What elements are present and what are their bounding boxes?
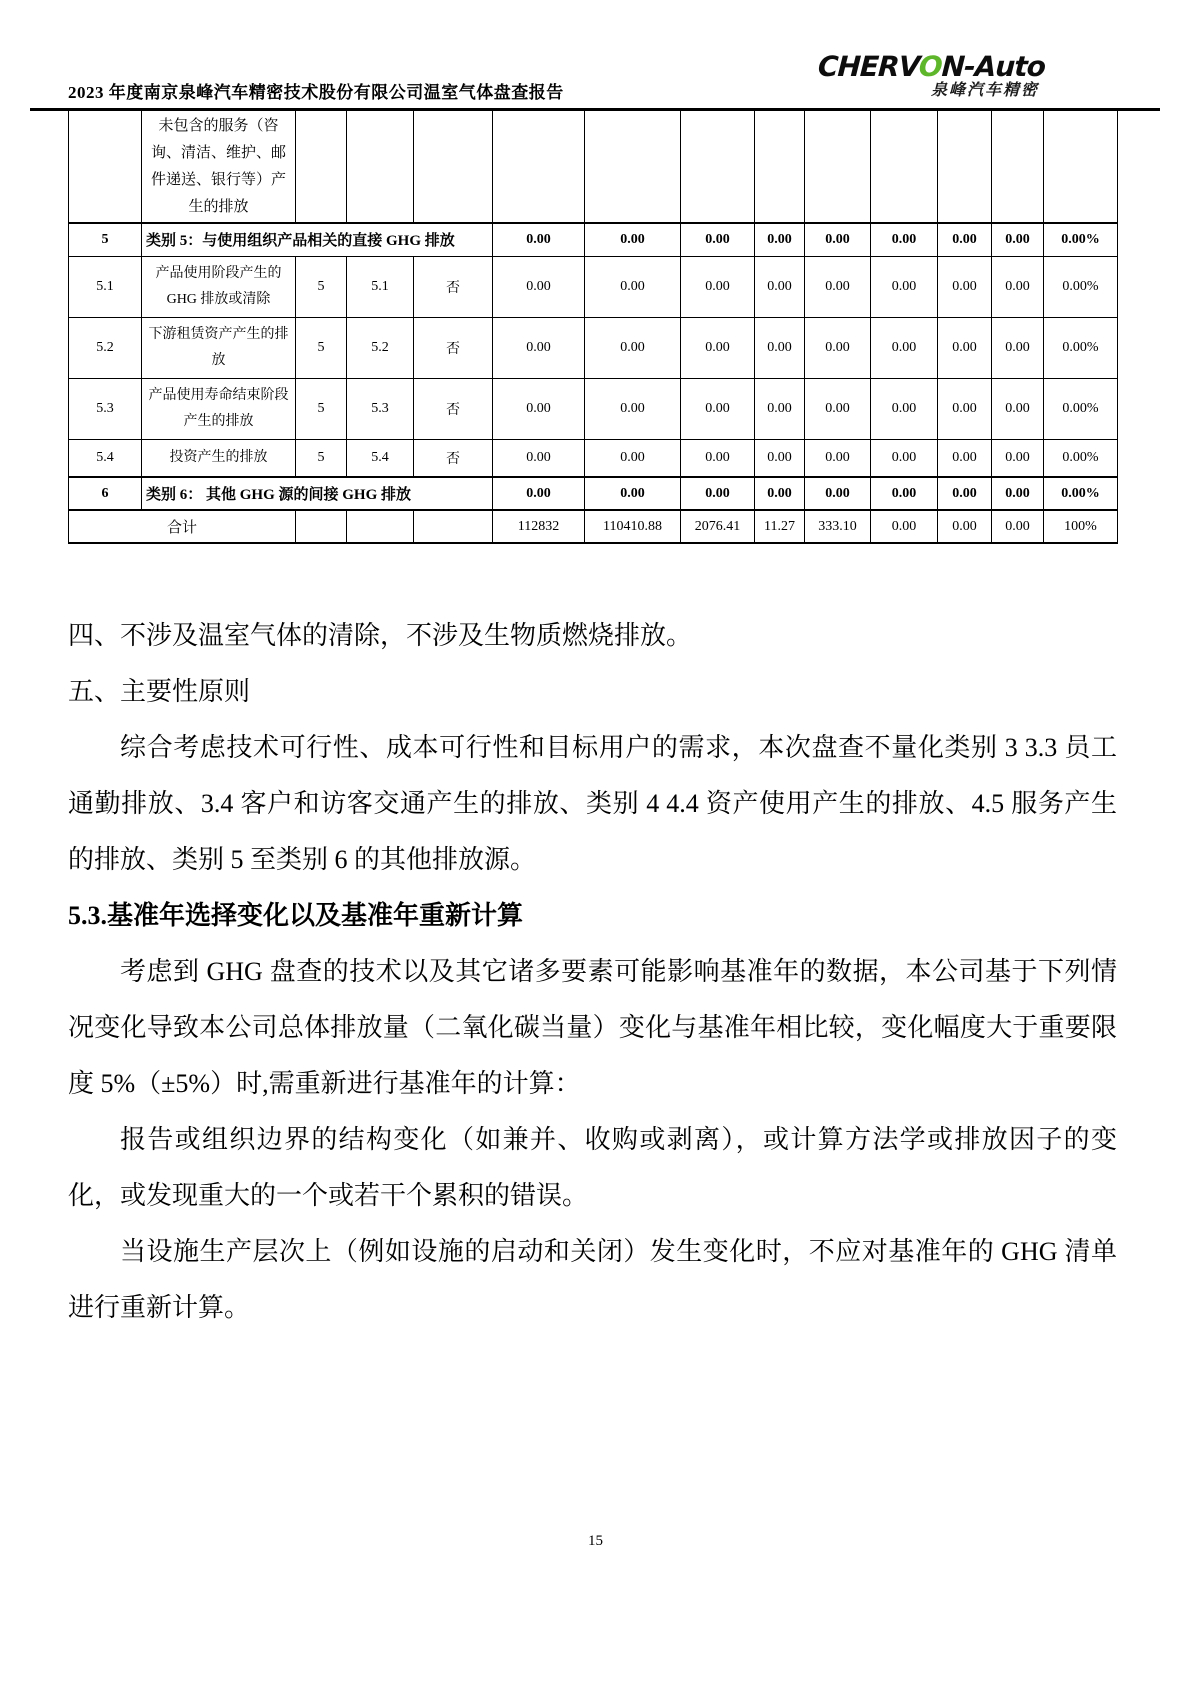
table-cell-value: 0.00 — [938, 510, 992, 543]
table-cell-value: 0.00 — [938, 223, 992, 256]
table-cell-description: 产品使用阶段产生的 GHG 排放或清除 — [142, 256, 296, 317]
table-cell-value: 0.00 — [585, 378, 681, 439]
table-cell — [414, 510, 493, 543]
table-cell-value: 0.00 — [805, 317, 871, 378]
table-cell: 否 — [414, 256, 493, 317]
section-4-text: 四、不涉及温室气体的清除，不涉及生物质燃烧排放。 — [68, 621, 693, 650]
table-cell-value: 0.00 — [938, 256, 992, 317]
table-cell-value: 0.00 — [585, 317, 681, 378]
table-cell — [755, 111, 805, 223]
logo-subtitle: 泉峰汽车精密 — [930, 80, 1039, 99]
table-cell — [805, 111, 871, 223]
page-number: 15 — [588, 1533, 603, 1549]
table-cell-value: 0.00 — [755, 378, 805, 439]
table-row-5-3 — [69, 378, 1118, 439]
table-cell-value: 0.00 — [681, 439, 755, 477]
table-cell-percent: 0.00% — [1044, 256, 1118, 317]
page-header-title: 2023 年度南京泉峰汽车精密技术股份有限公司温室气体盘查报告 — [68, 83, 564, 102]
table-cell-value: 0.00 — [681, 256, 755, 317]
table-row-5-1 — [69, 256, 1118, 317]
table-cell-value: 0.00 — [938, 378, 992, 439]
table-cell-value: 0.00 — [992, 317, 1044, 378]
section-5-3-heading: 5.3.基准年选择变化以及基准年重新计算 — [68, 901, 524, 930]
table-cell-percent: 0.00% — [1044, 477, 1118, 510]
table-cell-value: 0.00 — [992, 439, 1044, 477]
table-row-5-4 — [69, 439, 1118, 477]
table-cell — [585, 111, 681, 223]
table-cell-value: 0.00 — [805, 256, 871, 317]
table-cell-value: 0.00 — [871, 223, 938, 256]
table-cell-index: 5.3 — [69, 378, 142, 439]
table-cell-value: 0.00 — [493, 223, 585, 256]
table-cell-index: 5.4 — [69, 439, 142, 477]
table-cell-description: 下游租赁资产产生的排放 — [142, 317, 296, 378]
table-cell-value: 0.00 — [871, 256, 938, 317]
table-cell-value: 0.00 — [493, 317, 585, 378]
table-cell-value: 0.00 — [992, 477, 1044, 510]
logo-text-pre: CHERV — [817, 50, 920, 83]
table-cell: 5 — [296, 439, 347, 477]
table-cell-value: 0.00 — [585, 223, 681, 256]
table-cell-index: 5.1 — [69, 256, 142, 317]
table-cell-category-label: 类别 5：与使用组织产品相关的直接 GHG 排放 — [142, 223, 493, 256]
table-cell-index: 6 — [69, 477, 142, 510]
table-cell: 5 — [296, 317, 347, 378]
table-row-category-6 — [69, 477, 1118, 510]
table-cell-value: 0.00 — [992, 510, 1044, 543]
table-cell-value: 0.00 — [493, 439, 585, 477]
table-cell-value: 0.00 — [681, 317, 755, 378]
table-cell-value: 0.00 — [871, 317, 938, 378]
table-cell-value: 0.00 — [755, 223, 805, 256]
table-cell-percent: 0.00% — [1044, 439, 1118, 477]
table-cell — [681, 111, 755, 223]
table-cell-value: 0.00 — [585, 477, 681, 510]
table-row-category-5 — [69, 223, 1118, 256]
table-cell-value: 0.00 — [755, 317, 805, 378]
table-cell — [414, 111, 493, 223]
table-cell-value: 0.00 — [755, 477, 805, 510]
table-cell-value: 0.00 — [992, 256, 1044, 317]
table-cell-total-label: 合计 — [69, 510, 296, 543]
table-cell-value: 112832 — [493, 510, 585, 543]
table-cell-value: 0.00 — [938, 477, 992, 510]
table-cell-value: 0.00 — [805, 223, 871, 256]
table-cell-value: 0.00 — [871, 510, 938, 543]
table-cell — [1044, 111, 1118, 223]
table-cell-description: 投资产生的排放 — [142, 439, 296, 477]
table-cell-description: 未包含的服务（咨询、清洁、维护、邮件递送、银行等）产生的排放 — [142, 111, 296, 223]
table-cell-value: 0.00 — [938, 439, 992, 477]
table-cell: 5.4 — [347, 439, 414, 477]
table-cell-description: 产品使用寿命结束阶段产生的排放 — [142, 378, 296, 439]
table-cell-percent: 0.00% — [1044, 317, 1118, 378]
document-body — [68, 608, 1117, 1336]
table-cell — [938, 111, 992, 223]
table-cell-value: 0.00 — [755, 439, 805, 477]
table-row-continuation — [69, 111, 1118, 223]
company-logo — [818, 52, 1045, 99]
table-cell-value: 0.00 — [871, 378, 938, 439]
logo-wordmark — [817, 52, 1046, 82]
table-cell-value: 0.00 — [938, 317, 992, 378]
table-cell — [871, 111, 938, 223]
table-cell-category-label: 类别 6： 其他 GHG 源的间接 GHG 排放 — [142, 477, 493, 510]
table-cell — [992, 111, 1044, 223]
table-cell-percent: 0.00% — [1044, 223, 1118, 256]
section-5-3-paragraph-1: 考虑到 GHG 盘查的技术以及其它诸多要素可能影响基准年的数据，本公司基于下列情况变化导致本公司总体排放量（二氧化碳当量）变化与基准年相比较，变化幅度大于重要限度 5%（±5%）时,需重新进行基准年的计算： — [68, 957, 1117, 1098]
table-cell-percent: 0.00% — [1044, 378, 1118, 439]
table-row-5-2 — [69, 317, 1118, 378]
table-cell — [69, 111, 142, 223]
table-cell-value: 0.00 — [805, 378, 871, 439]
table-cell-value: 0.00 — [493, 256, 585, 317]
logo-o-icon: O — [918, 50, 943, 83]
table-cell-value: 0.00 — [493, 378, 585, 439]
table-cell-percent: 100% — [1044, 510, 1118, 543]
table-cell: 5.3 — [347, 378, 414, 439]
table-cell-value: 0.00 — [871, 439, 938, 477]
table-cell-value: 0.00 — [755, 256, 805, 317]
table-cell — [347, 510, 414, 543]
table-cell-value: 0.00 — [871, 477, 938, 510]
table-cell — [296, 111, 347, 223]
section-5-3-paragraph-3: 当设施生产层次上（例如设施的启动和关闭）发生变化时，不应对基准年的 GHG 清单进行重新计算。 — [68, 1237, 1117, 1322]
table-cell: 否 — [414, 378, 493, 439]
table-cell-value: 0.00 — [992, 223, 1044, 256]
table-cell-value: 0.00 — [493, 477, 585, 510]
table-cell-value: 11.27 — [755, 510, 805, 543]
table-cell — [347, 111, 414, 223]
section-5-3-paragraph-2: 报告或组织边界的结构变化（如兼并、收购或剥离），或计算方法学或排放因子的变化，或发现重大的一个或若干个累积的错误。 — [68, 1125, 1117, 1210]
table-cell-value: 0.00 — [585, 439, 681, 477]
section-5-heading: 五、主要性原则 — [68, 677, 251, 706]
ghg-summary-table — [68, 111, 1118, 544]
table-cell-value: 0.00 — [585, 256, 681, 317]
table-cell-value: 2076.41 — [681, 510, 755, 543]
table-row-total — [69, 510, 1118, 543]
table-cell — [493, 111, 585, 223]
table-cell-value: 0.00 — [805, 477, 871, 510]
section-5-paragraph: 综合考虑技术可行性、成本可行性和目标用户的需求，本次盘查不量化类别 3 3.3 员工通勤排放、3.4 客户和访客交通产生的排放、类别 4 4.4 资产使用产生的排放、4.5 服务产生的排放、类别 5 至类别 6 的其他排放源。 — [68, 733, 1117, 874]
table-cell-value: 0.00 — [992, 378, 1044, 439]
table-cell: 否 — [414, 317, 493, 378]
table-cell-value: 333.10 — [805, 510, 871, 543]
table-cell-value: 0.00 — [805, 439, 871, 477]
table-cell — [296, 510, 347, 543]
table-cell-value: 0.00 — [681, 223, 755, 256]
table-cell-value: 0.00 — [681, 477, 755, 510]
table-cell: 5 — [296, 378, 347, 439]
table-cell: 否 — [414, 439, 493, 477]
table-cell-index: 5.2 — [69, 317, 142, 378]
table-cell-value: 0.00 — [681, 378, 755, 439]
table-cell: 5.1 — [347, 256, 414, 317]
table-cell: 5 — [296, 256, 347, 317]
logo-text-post: N-Auto — [940, 50, 1046, 83]
table-cell-index: 5 — [69, 223, 142, 256]
table-cell-value: 110410.88 — [585, 510, 681, 543]
table-cell: 5.2 — [347, 317, 414, 378]
